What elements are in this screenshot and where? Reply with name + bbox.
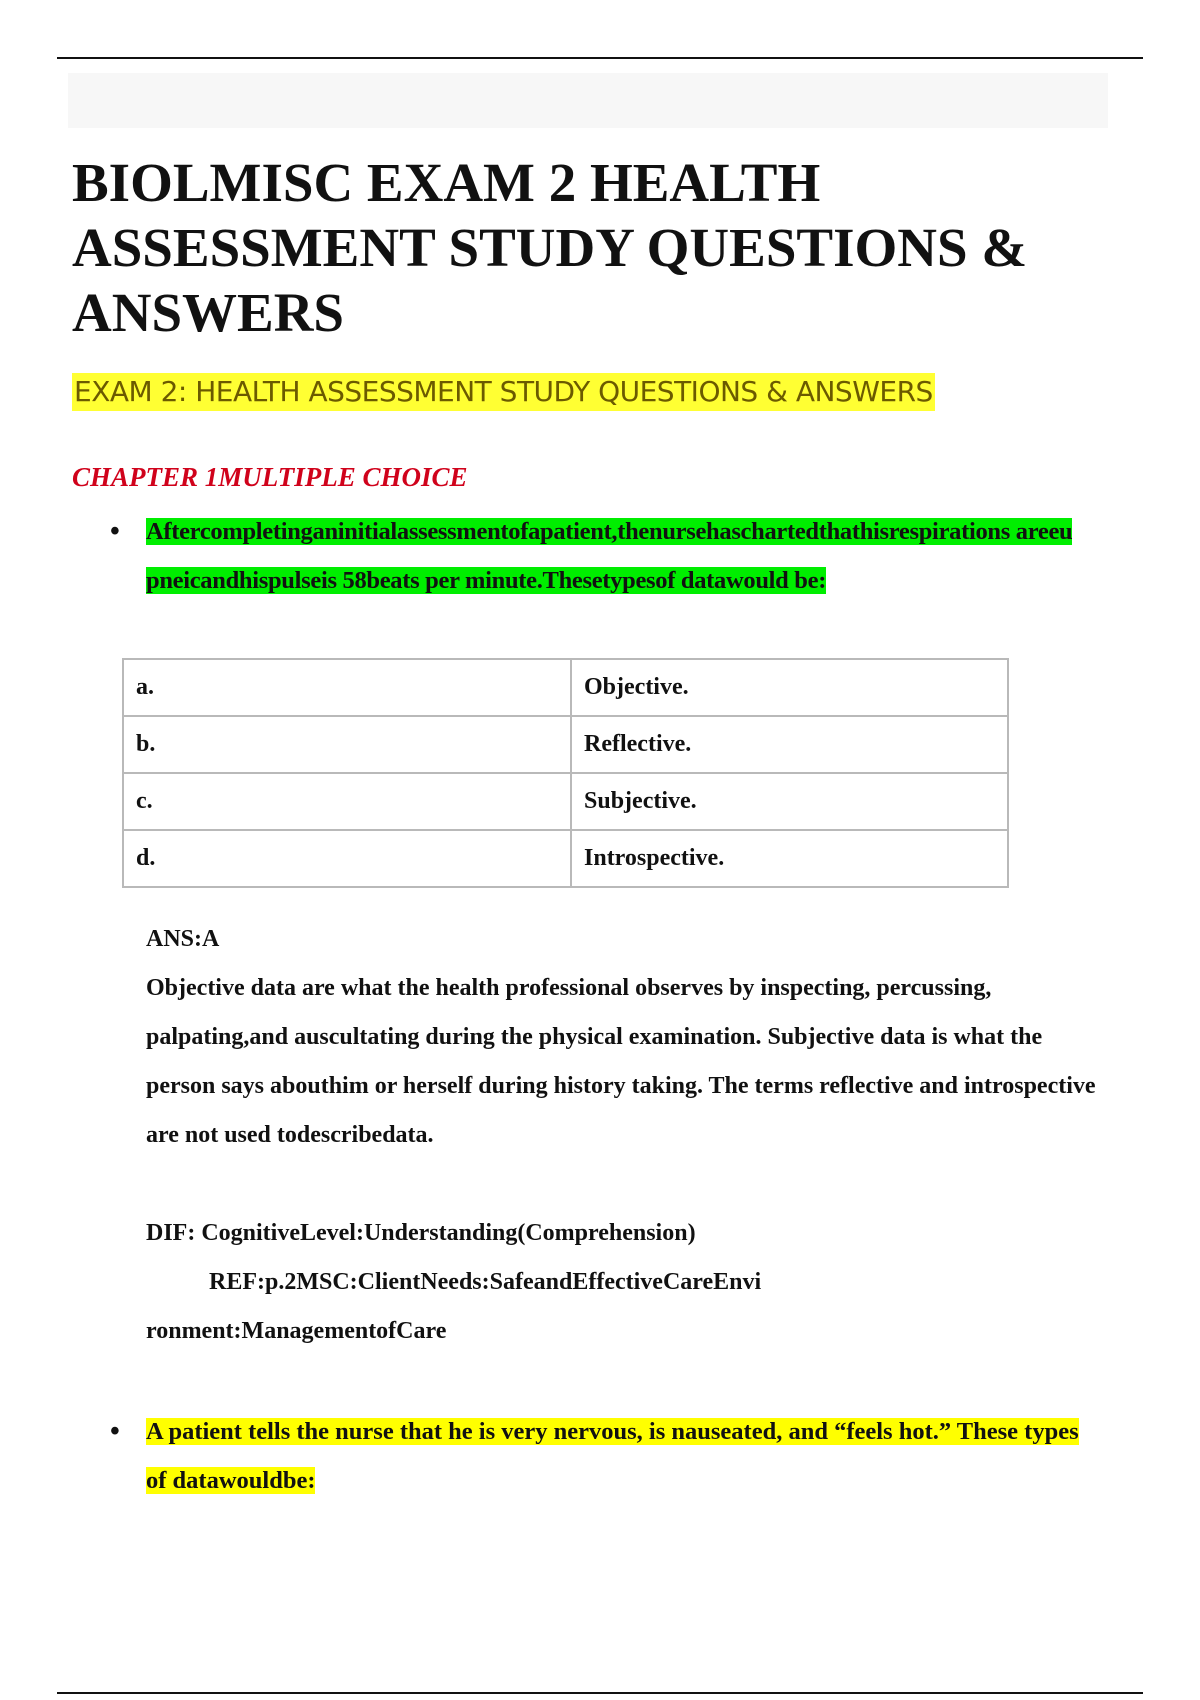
top-rule	[57, 57, 1143, 59]
chapter-heading: CHAPTER 1MULTIPLE CHOICE	[72, 462, 468, 492]
answer-key: ANS:A	[146, 926, 220, 952]
answer-options-table	[122, 658, 1009, 888]
question-2-highlight: A patient tells the nurse that he is very nervous, is nauseated, and “feels hot.” These types of datawouldbe:	[146, 1418, 1079, 1494]
document-subtitle: EXAM 2: HEALTH ASSESSMENT STUDY QUESTIONS & ANSWERS	[72, 373, 935, 411]
table-row	[123, 830, 1008, 887]
question-1-text	[146, 507, 1081, 605]
bullet-icon: •	[110, 516, 120, 547]
answer-explanation	[146, 915, 1106, 1356]
option-text: Objective.	[571, 659, 1008, 716]
bottom-rule	[57, 1692, 1143, 1694]
document-title: BIOLMISC EXAM 2 HEALTH ASSESSMENT STUDY QUESTIONS & ANSWERS	[72, 152, 1028, 343]
difficulty-line: DIF: CognitiveLevel:Understanding(Comprehension)	[146, 1220, 696, 1246]
option-text: Subjective.	[571, 773, 1008, 830]
question-2-text	[146, 1407, 1081, 1505]
option-letter: a.	[123, 659, 571, 716]
table-row	[123, 659, 1008, 716]
option-text: Introspective.	[571, 830, 1008, 887]
option-text: Reflective.	[571, 716, 1008, 773]
question-1-highlight: Aftercompletinganinitialassessmentofapatient,thenursehaschartedthathisrespirations areeupneicandhispulseis 58beats per minute.Thesetypesof datawould be:	[146, 518, 1073, 594]
header-band	[68, 73, 1108, 128]
rationale-text: Objective data are what the health professional observes by inspecting, percussing, palpating,and auscultating during the physical examination. Subjective data is what the person says abouthim or herself during history taking. The terms reflective and introspective are not used todescribedata.	[146, 975, 1096, 1148]
table-row	[123, 716, 1008, 773]
table-row	[123, 773, 1008, 830]
bullet-icon: •	[110, 1416, 120, 1447]
spacer	[146, 1160, 1106, 1209]
option-letter: d.	[123, 830, 571, 887]
reference-line-continued: ronment:ManagementofCare	[146, 1318, 447, 1344]
option-letter: b.	[123, 716, 571, 773]
option-letter: c.	[123, 773, 571, 830]
reference-line: REF:p.2MSC:ClientNeeds:SafeandEffectiveCareEnvi	[209, 1269, 762, 1295]
